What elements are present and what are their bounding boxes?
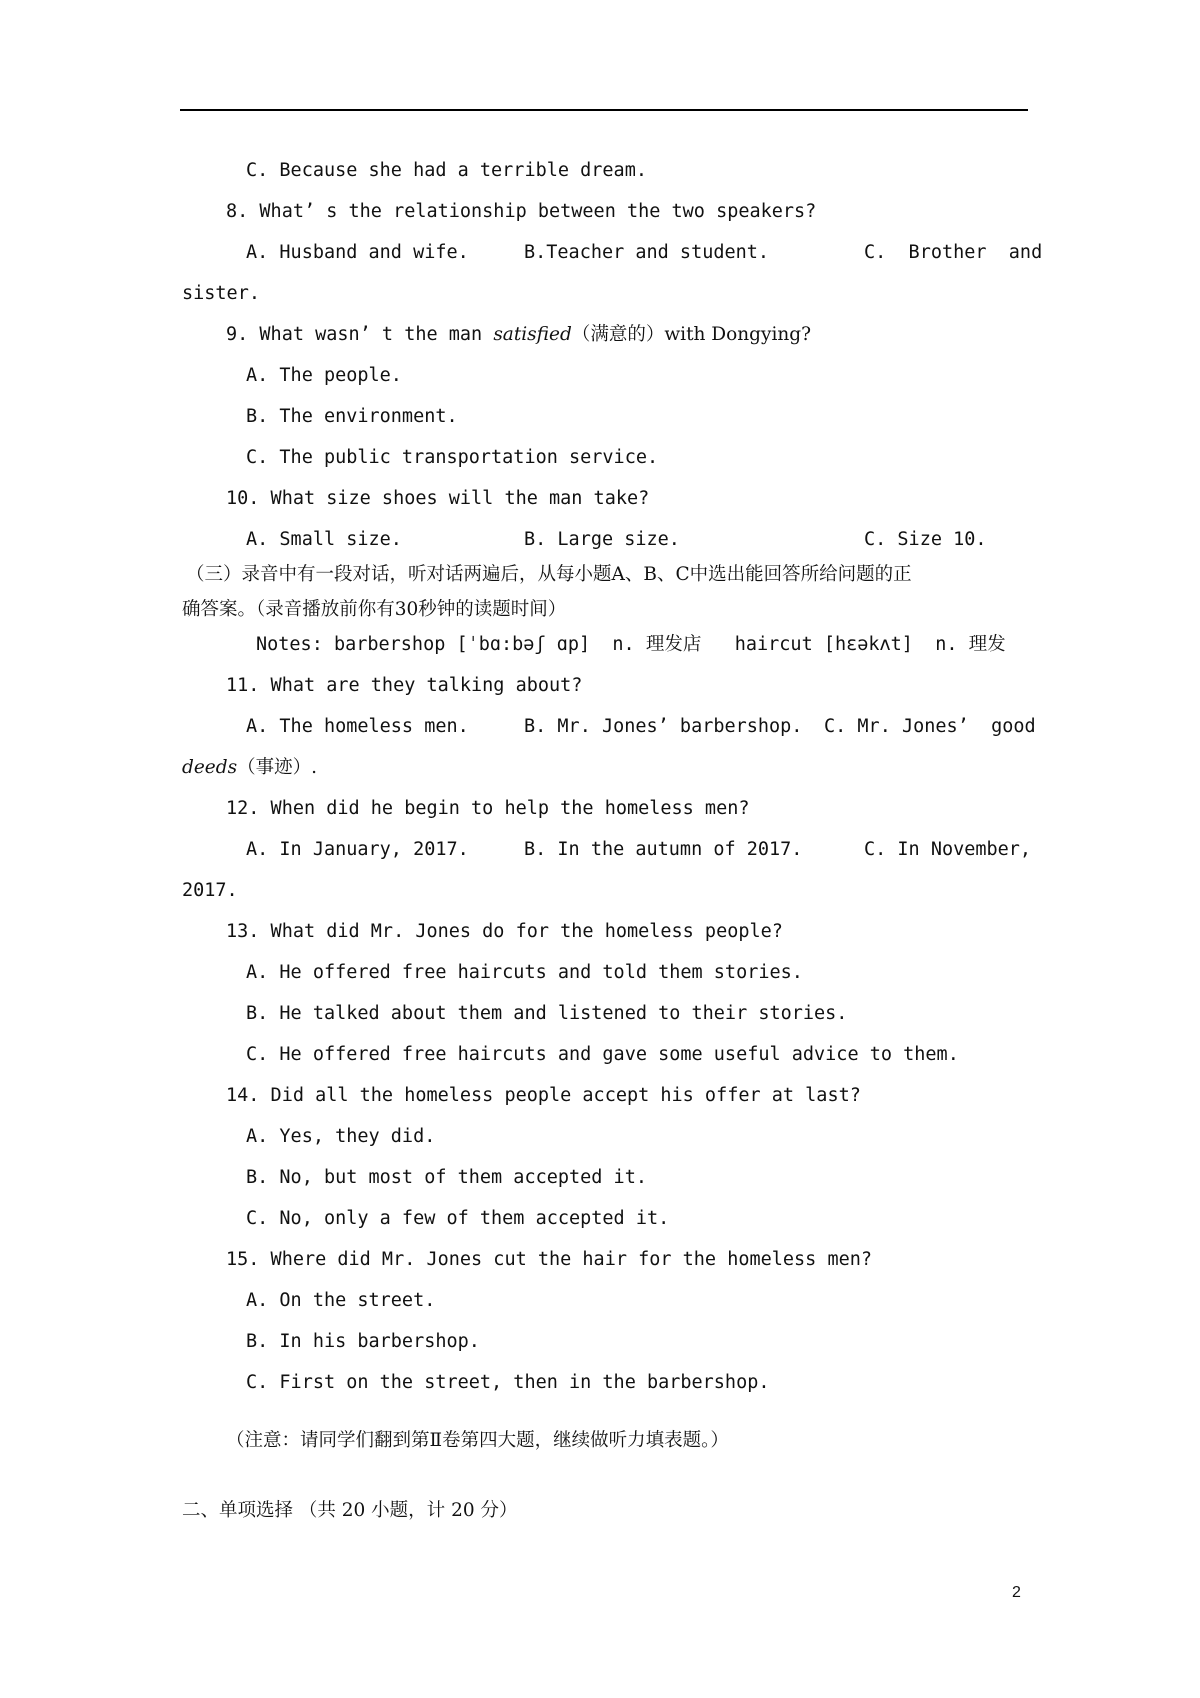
q11-option-c-continued <box>182 755 317 781</box>
q8-option-c: C. Brother and <box>864 242 1043 263</box>
section3-instruction-line2: 确答案。（录音播放前你有30秒钟的读题时间） <box>182 599 567 620</box>
q15-option-b: B. In his barbershop. <box>246 1331 480 1352</box>
q14-option-b: B. No, but most of them accepted it. <box>246 1167 647 1188</box>
page-number: 2 <box>1012 1584 1021 1601</box>
q13-option-b: B. He talked about them and listened to their stories. <box>246 1003 848 1024</box>
q13-option-c: C. He offered free haircuts and gave some useful advice to them. <box>246 1044 959 1065</box>
q12-option-a: A. In January, 2017. <box>246 839 469 860</box>
q8-option-b: B.Teacher and student. <box>524 242 770 263</box>
q10-option-b: B. Large size. <box>524 529 680 550</box>
q9-option-c: C. The public transportation service. <box>246 447 659 468</box>
q7-option-c: C. Because she had a terrible dream. <box>246 160 647 181</box>
q8-question: 8. What’ s the relationship between the two speakers? <box>226 201 817 222</box>
q12-question: 12. When did he begin to help the homeless men? <box>226 798 750 819</box>
q8-option-c-continued: sister. <box>182 283 260 304</box>
q9-question <box>226 322 811 348</box>
q14-question: 14. Did all the homeless people accept his offer at last? <box>226 1085 861 1106</box>
q8-option-a: A. Husband and wife. <box>246 242 469 263</box>
q10-option-c: C. Size 10. <box>864 529 987 550</box>
q9-question-italic: satisfied <box>493 324 572 345</box>
q14-option-a: A. Yes, they did. <box>246 1126 436 1147</box>
q15-option-a: A. On the street. <box>246 1290 436 1311</box>
q13-question: 13. What did Mr. Jones do for the homeless people? <box>226 921 783 942</box>
q15-question: 15. Where did Mr. Jones cut the hair for the homeless men? <box>226 1249 873 1270</box>
q11-option-b: B. Mr. Jones’ barbershop. <box>524 716 803 737</box>
q10-question: 10. What size shoes will the man take? <box>226 488 650 509</box>
q9-question-pre: 9. What wasn’ t the man <box>226 324 494 345</box>
q11-option-c-tail: （事迹）. <box>237 757 317 778</box>
q12-option-b: B. In the autumn of 2017. <box>524 839 803 860</box>
q11-question: 11. What are they talking about? <box>226 675 583 696</box>
section3-instruction-line1: （三）录音中有一段对话，听对话两遍后，从每小题A、B、C中选出能回答所给问题的正 <box>186 564 912 585</box>
q10-option-a: A. Small size. <box>246 529 402 550</box>
section3-notes: Notes: barbershop [ˈbɑ:bəʃ ɑp] n. 理发店 haircut [hɛəkʌt] n. 理发 <box>256 634 1006 655</box>
section2-heading: 二、单项选择 （共 20 小题，计 20 分） <box>182 1500 518 1521</box>
q11-option-c: C. Mr. Jones’ good <box>824 716 1036 737</box>
q13-option-a: A. He offered free haircuts and told them stories. <box>246 962 803 983</box>
q12-option-c: C. In November, <box>864 839 1032 860</box>
q11-option-a: A. The homeless men. <box>246 716 469 737</box>
q9-question-post: （满意的）with Dongying? <box>571 324 812 345</box>
q12-option-c-continued: 2017. <box>182 880 238 901</box>
header-rule <box>180 109 1028 111</box>
q9-option-b: B. The environment. <box>246 406 458 427</box>
notice-text: （注意：请同学们翻到第Ⅱ卷第四大题，继续做听力填表题。） <box>226 1430 729 1451</box>
q15-option-c: C. First on the street, then in the barbershop. <box>246 1372 770 1393</box>
q14-option-c: C. No, only a few of them accepted it. <box>246 1208 670 1229</box>
q11-option-c-italic: deeds <box>182 757 238 778</box>
q9-option-a: A. The people. <box>246 365 402 386</box>
